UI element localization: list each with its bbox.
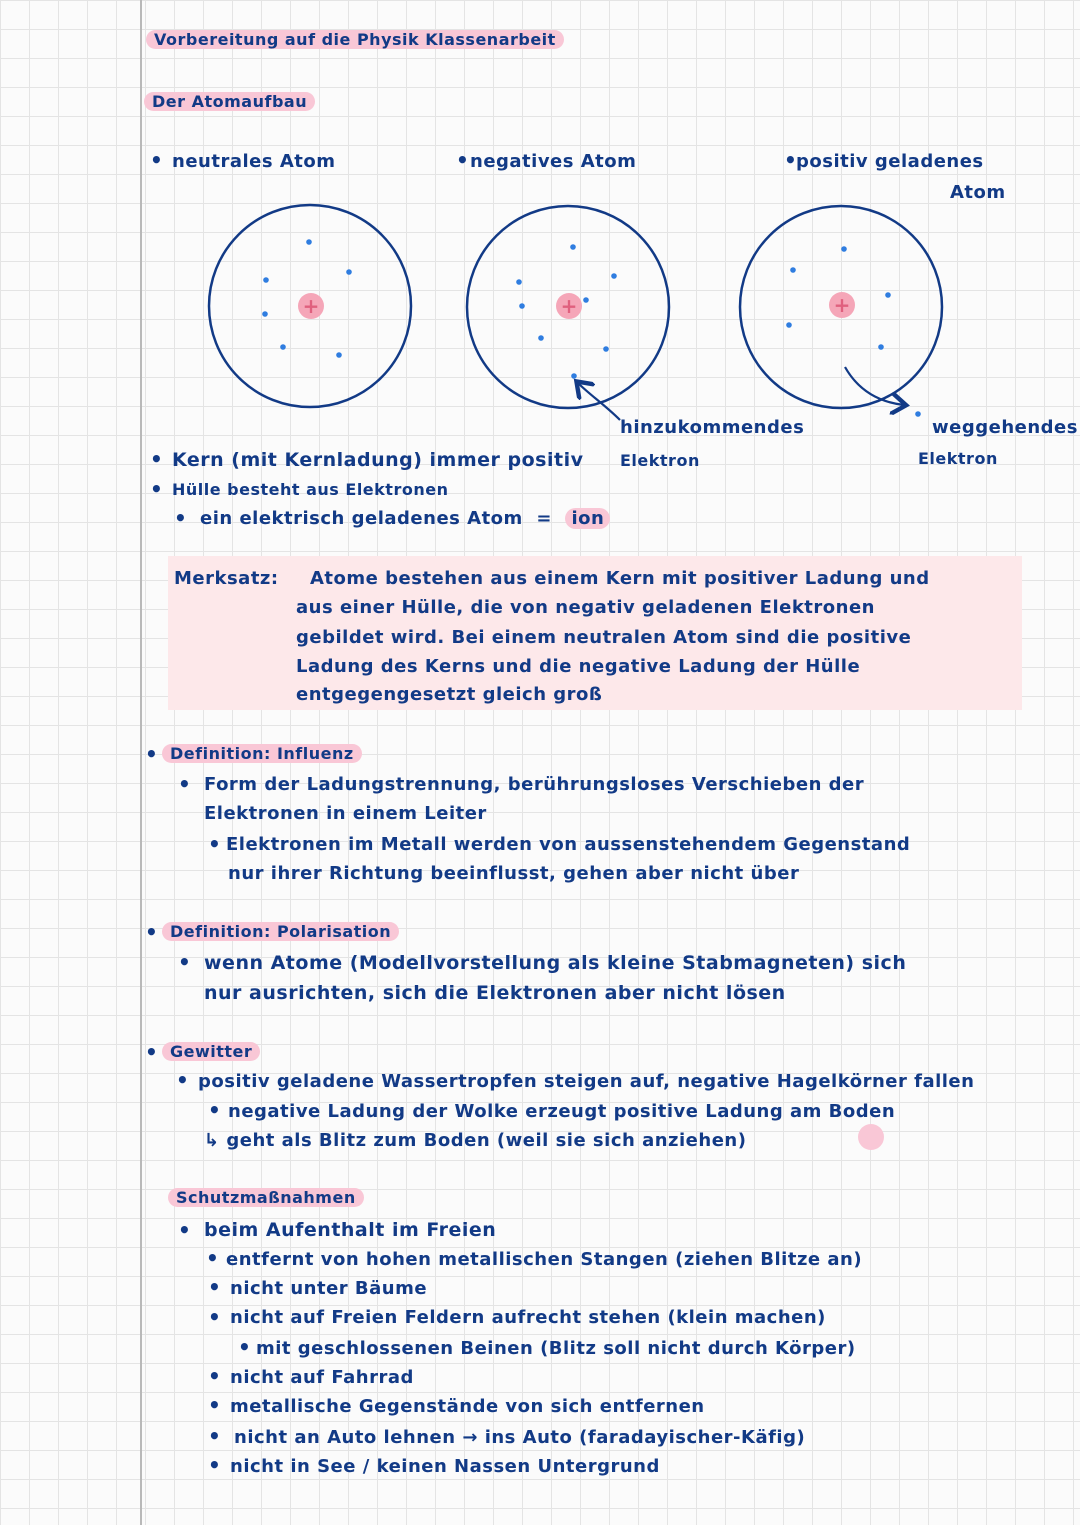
schutz-item: nicht auf Fahrrad [230,1367,414,1388]
schutz-item: nicht unter Bäume [230,1278,428,1299]
electron [885,292,891,298]
label-outgoing-electron: weggehendes [932,417,1078,438]
bullet: • [150,148,163,172]
polarisation-line: wenn Atome (Modellvorstellung als kleine Stabmagneten) sich [204,952,907,974]
schutz-item: nicht in See / keinen Nassen Untergrund [230,1456,660,1477]
electron [263,277,269,283]
bullet: • [208,1098,221,1122]
bullet: • [145,742,158,766]
schutz-intro: beim Aufenthalt im Freien [204,1219,497,1241]
schutz-item: nicht an Auto lehnen → ins Auto (faradayischer-Käfig) [234,1427,806,1448]
gewitter-line: ↳ geht als Blitz zum Boden (weil sie sich anziehen) [204,1130,747,1151]
electron [538,335,544,341]
atom-diagrams [0,0,1080,480]
gewitter-line: negative Ladung der Wolke erzeugt positive Ladung am Boden [228,1101,896,1122]
label-positive-atom-line1: positiv geladenes [796,151,984,172]
bullet: • [208,1305,221,1329]
nucleus-plus-sign: + [302,294,320,318]
nucleus-plus-sign: + [560,294,578,318]
merksatz-line: aus einer Hülle, die von negativ geladenen Elektronen [296,597,875,618]
schutz-item: nicht auf Freien Feldern aufrecht stehen (klein machen) [230,1307,826,1328]
label-incoming-electron-2: Elektron [620,451,700,470]
electron [262,311,268,317]
bullet: • [145,920,158,944]
merksatz-line: entgegengesetzt gleich groß [296,684,603,705]
merksatz-line: gebildet wird. Bei einem neutralen Atom sind die positive [296,627,912,648]
bullet: • [208,1275,221,1299]
page-title: Vorbereitung auf die Physik Klassenarbeit [146,30,564,49]
electron [583,297,589,303]
merksatz-line: Ladung des Kerns und die negative Ladung der Hülle [296,656,861,677]
bullet: • [784,148,797,172]
electron [516,279,522,285]
bullet: • [145,1040,158,1064]
bullet: • [150,447,163,471]
heading-schutzmassnahmen: Schutzmaßnahmen [168,1188,364,1207]
note-huelle: Hülle besteht aus Elektronen [172,480,449,499]
influenz-line: Elektronen im Metall werden von aussenstehendem Gegenstand [226,834,911,855]
bullet: • [208,1393,221,1417]
gewitter-line: positiv geladene Wassertropfen steigen auf, negative Hagelkörner fallen [198,1071,975,1092]
bullet: • [176,1068,189,1092]
electron [790,267,796,273]
influenz-line: nur ihrer Richtung beeinflusst, gehen aber nicht über [228,863,800,884]
label-neutral-atom: neutrales Atom [172,151,336,172]
influenz-line: Elektronen in einem Leiter [204,803,487,824]
bullet: • [178,950,191,974]
bullet: • [208,1453,221,1477]
positive-atom [740,206,942,417]
bullet: • [456,148,469,172]
label-outgoing-electron-2: Elektron [918,449,998,468]
outgoing-electron-arrow [845,367,904,405]
influenz-line: Form der Ladungstrennung, berührungsloses Verschieben der [204,774,865,795]
schutz-item: entfernt von hohen metallischen Stangen (ziehen Blitze an) [226,1249,863,1270]
bullet: • [208,1424,221,1448]
incoming-electron-arrow [578,383,620,420]
section-heading-atomaufbau: Der Atomaufbau [144,92,315,111]
note-ion-text: ein elektrisch geladenes Atom [200,508,523,529]
merksatz-label: Merksatz: [174,568,279,589]
electron [519,303,525,309]
electron [603,346,609,352]
note-ion-equals: = [536,508,552,529]
bullet: • [150,477,163,501]
polarisation-line: nur ausrichten, sich die Elektronen aber nicht lösen [204,982,786,1004]
bullet: • [178,1218,191,1242]
heading-polarisation: Definition: Polarisation [162,922,399,941]
electron [280,344,286,350]
heading-gewitter: Gewitter [162,1042,260,1061]
label-incoming-electron: hinzukommendes [620,417,805,438]
schutz-item: mit geschlossenen Beinen (Blitz soll nicht durch Körper) [256,1338,856,1359]
electron [336,352,342,358]
note-kern: Kern (mit Kernladung) immer positiv [172,449,584,471]
bullet: • [208,832,221,856]
heading-influenz: Definition: Influenz [162,744,362,763]
bullet: • [206,1246,219,1270]
bullet: • [174,506,187,530]
note-ion-term: ion [565,508,610,529]
outgoing-electron [915,411,921,417]
label-negative-atom: negatives Atom [470,151,637,172]
electron [346,269,352,275]
electron [570,244,576,250]
note-ion [200,508,610,529]
bullet: • [238,1335,251,1359]
electron [878,344,884,350]
electron [571,373,577,379]
negative-atom [467,206,669,420]
electron [841,246,847,252]
label-positive-atom-line2: Atom [950,182,1006,203]
bullet: • [208,1364,221,1388]
highlight-dot [858,1124,884,1150]
merksatz-line: Atome bestehen aus einem Kern mit positiver Ladung und [310,568,930,589]
electron [306,239,312,245]
electron [611,273,617,279]
nucleus-plus-sign: + [833,293,851,317]
electron [786,322,792,328]
schutz-item: metallische Gegenstände von sich entfernen [230,1396,705,1417]
bullet: • [178,772,191,796]
neutral-atom [209,205,411,407]
